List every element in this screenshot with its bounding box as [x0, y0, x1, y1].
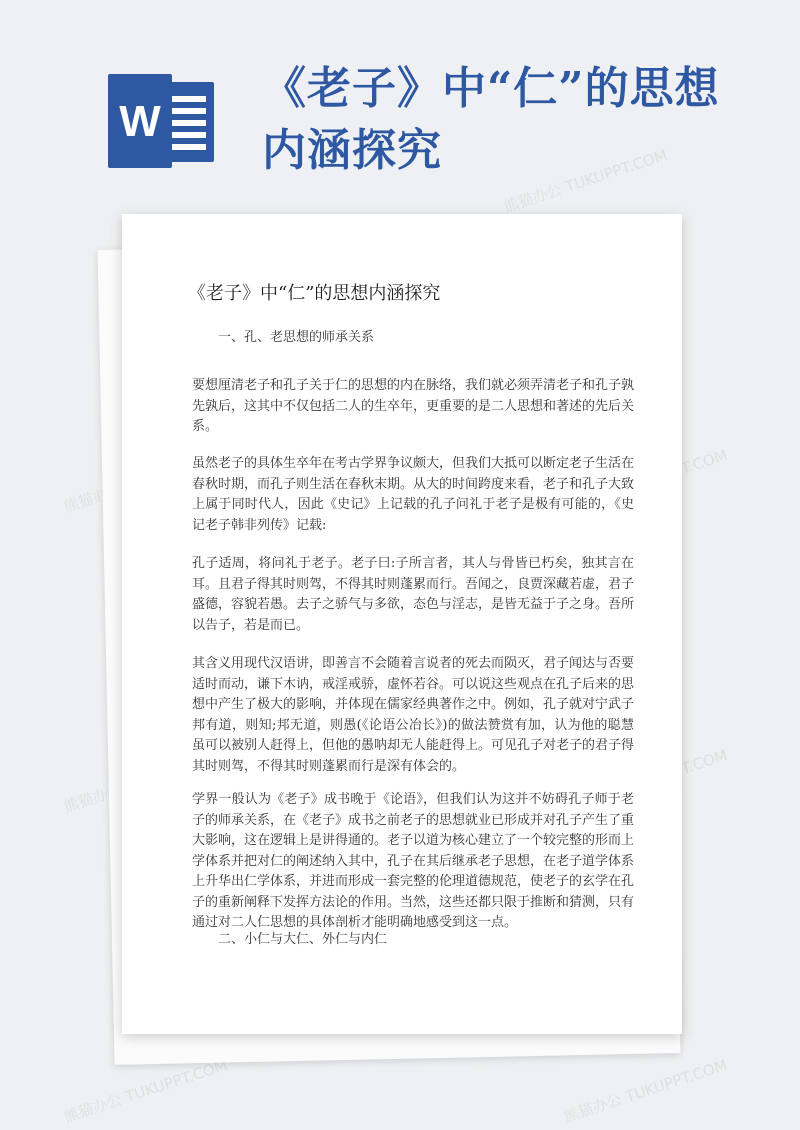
section-heading-1: 一、孔、老思想的师承关系 [218, 330, 375, 345]
watermark: 熊猫办公 TUKUPPT.COM [501, 146, 670, 216]
paragraph-3: 孔子适周，将问礼于老子。老子曰:子所言者，其人与骨皆已朽矣，独其言在耳。且君子得其时则驾，不得其时则蓬累而行。吾闻之，良贾深藏若虚，君子盛德，容貌若愚。去子之骄气与多欲，态色与淫志，是皆无益于子之身。吾所以告子，若是而已。 [192, 556, 635, 633]
section-heading-2: 二、小仁与大仁、外仁与内仁 [218, 932, 388, 947]
watermark: 熊猫办公 TUKUPPT.COM [61, 1056, 230, 1126]
paragraph-2: 虽然老子的具体生卒年在考古学界争议颇大，但我们大抵可以断定老子生活在春秋时期，而孔子则生活在春秋末期。从大的时间跨度来看，老子和孔子大致上属于同时代人，因此《史记》上记载的孔子问礼于老子是极有可能的，《史记老子韩非列传》记载: [192, 456, 635, 533]
watermark: 熊猫办公 [61, 480, 125, 516]
watermark: 熊猫办公 [61, 780, 125, 816]
word-document-icon [108, 74, 220, 168]
document-page [122, 214, 682, 1034]
header-title: 《老子》中“仁”的思想内涵探究 [262, 63, 720, 176]
document-title: 《老子》中“仁”的思想内涵探究 [188, 283, 441, 304]
watermark: 熊猫办公 TUKUPPT.COM [561, 1056, 730, 1126]
word-logo-letter: W [119, 97, 161, 146]
paragraph-1: 要想厘清老子和孔子关于仁的思想的内在脉络，我们就必须弄清老子和孔子孰先孰后，这其中不仅包括二人的生卒年，更重要的是二人思想和著述的先后关系。 [192, 378, 635, 434]
paragraph-5: 学界一般认为《老子》成书晚于《论语》，但我们认为这并不妨碍孔子师于老子的师承关系，在《老子》成书之前老子的思想就业已形成并对孔子产生了重大影响，这在逻辑上是讲得通的。老子以道为核心建立了一个较完整的形而上学体系并把对仁的阐述纳入其中，孔子在其后继承老子思想，在老子道学体系上升华出仁学体系，并进而形成一套完整的伦理道德规范，使老子的玄学在孔子的重新阐释下发挥方法论的作用。当然，这些还都只限于推断和猜测，只有通过对二人仁思想的具体剖析才能明确地感受到这一点。 [192, 792, 635, 930]
paragraph-4: 其含义用现代汉语讲，即善言不会随着言说者的死去而陨灭，君子闻达与否要适时而动，谦下木讷，戒淫戒骄，虚怀若谷。可以说这些观点在孔子后来的思想中产生了极大的影响，并体现在儒家经典著作之中。例如，孔子就对宁武子邦有道，则知;邦无道，则愚(《论语公冶长》)的做法赞赏有加，认为他的聪慧虽可以被别人赶得上，但他的愚呐却无人能赶得上。可见孔子对老子的君子得其时则驾，不得其时则蓬累而行是深有体会的。 [192, 656, 635, 774]
